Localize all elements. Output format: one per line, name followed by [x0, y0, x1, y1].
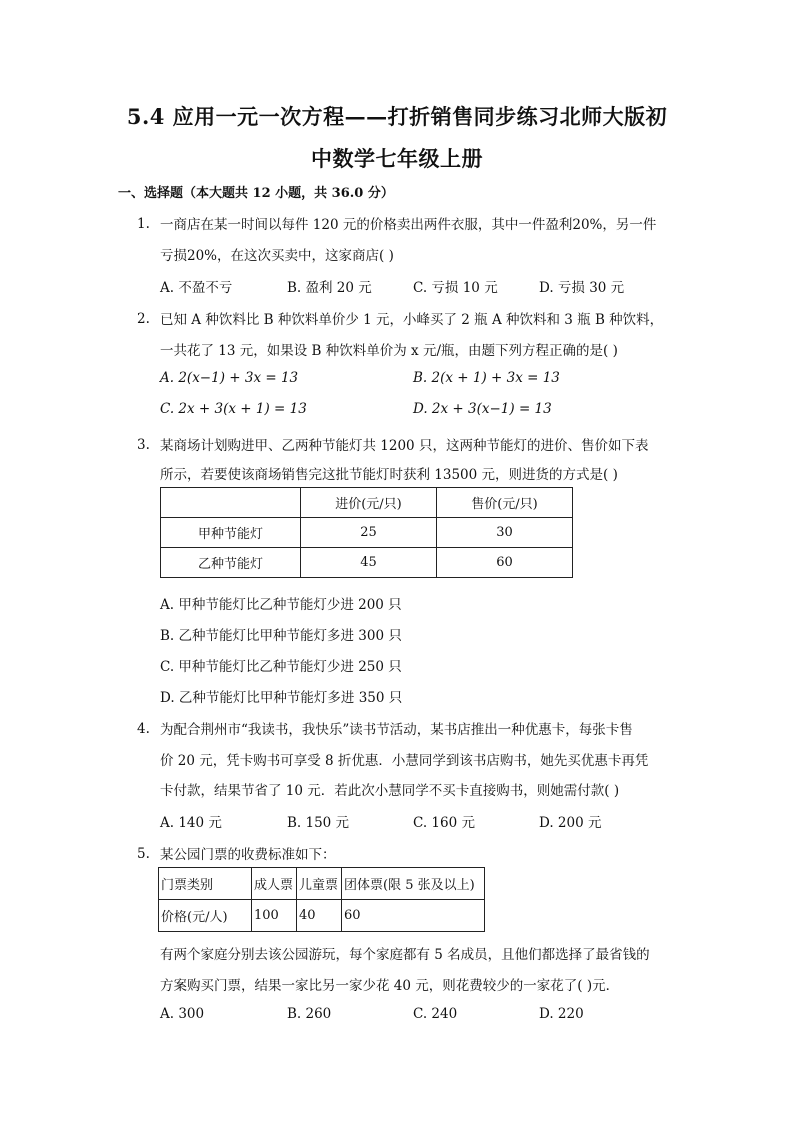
question-number: 2. [137, 311, 150, 327]
option-c: C. 甲种节能灯比乙种节能灯少进 250 只 [160, 659, 402, 675]
table-cell: 乙种节能灯 [161, 548, 301, 578]
option-c: C. 240 [413, 1006, 458, 1022]
table-row [159, 900, 485, 932]
table-cell: 40 [297, 900, 342, 932]
table-cell: 甲种节能灯 [161, 518, 301, 548]
table-cell: 100 [252, 900, 297, 932]
price-table [160, 487, 573, 578]
question-text: 价 20 元，凭卡购书可享受 8 折优惠．小慧同学到该书店购书，她先买优惠卡再凭 [160, 753, 649, 769]
section-header: 一、选择题（本大题共 12 小题，共 36.0 分） [118, 186, 394, 201]
table-cell [161, 488, 301, 518]
question-text: 一商店在某一时间以每件 120 元的价格卖出两件衣服，其中一件盈利20%，另一件 [160, 217, 657, 233]
table-cell: 进价(元/只) [301, 488, 437, 518]
table-cell: 25 [301, 518, 437, 548]
table-cell: 儿童票 [297, 868, 342, 900]
question-text: 所示，若要使该商场销售完这批节能灯时获利 13500 元，则进货的方式是( ) [160, 467, 618, 483]
option-b: B. 盈利 20 元 [287, 280, 372, 296]
question-text: 某公园门票的收费标准如下： [160, 847, 336, 863]
option-c: C. 2x + 3(x + 1) = 13 [160, 401, 307, 417]
table-cell: 30 [437, 518, 573, 548]
question-text: 一共花了 13 元，如果设 B 种饮料单价为 x 元/瓶，由题下列方程正确的是( ) [160, 343, 618, 359]
option-b: B. 260 [287, 1006, 332, 1022]
option-d: D. 亏损 30 元 [539, 280, 625, 296]
question-text: 方案购买门票，结果一家比另一家少花 40 元，则花费较少的一家花了( )元． [160, 978, 620, 994]
table-cell: 团体票(限 5 张及以上) [342, 868, 485, 900]
table-cell: 价格(元/人) [159, 900, 252, 932]
question-number: 5. [137, 846, 150, 862]
question-text: 亏损20%，在这次买卖中，这家商店( ) [160, 248, 394, 264]
table-row [161, 548, 573, 578]
question-text: 为配合荆州市“我读书，我快乐”读书节活动，某书店推出一种优惠卡，每张卡售 [160, 722, 633, 738]
question-text: 有两个家庭分别去该公园游玩，每个家庭都有 5 名成员，且他们都选择了最省钱的 [160, 947, 650, 963]
option-a: A. 2(x−1) + 3x = 13 [160, 370, 299, 386]
table-cell: 成人票 [252, 868, 297, 900]
option-a: A. 140 元 [160, 815, 222, 831]
table-cell: 60 [342, 900, 485, 932]
option-d: D. 乙种节能灯比甲种节能灯多进 350 只 [160, 690, 403, 706]
ticket-price-table [158, 867, 485, 932]
question-text: 卡付款，结果节省了 10 元．若此次小慧同学不买卡直接购书，则她需付款( ) [160, 783, 620, 799]
option-a: A. 甲种节能灯比乙种节能灯少进 200 只 [160, 597, 402, 613]
table-cell: 售价(元/只) [437, 488, 573, 518]
question-number: 4. [137, 721, 150, 737]
table-cell: 45 [301, 548, 437, 578]
option-c: C. 亏损 10 元 [413, 280, 498, 296]
option-c: C. 160 元 [413, 815, 475, 831]
question-number: 1. [137, 216, 150, 232]
table-cell: 60 [437, 548, 573, 578]
document-title-line-2: 中数学七年级上册 [311, 146, 483, 171]
question-text: 某商场计划购进甲、乙两种节能灯共 1200 只，这两种节能灯的进价、售价如下表 [160, 438, 649, 454]
question-number: 3. [137, 437, 150, 453]
option-a: A. 不盈不亏 [160, 280, 233, 296]
option-b: B. 150 元 [287, 815, 350, 831]
table-header-row [159, 868, 485, 900]
table-row [161, 518, 573, 548]
option-d: D. 2x + 3(x−1) = 13 [413, 401, 552, 417]
option-b: B. 2(x + 1) + 3x = 13 [413, 370, 560, 386]
option-a: A. 300 [160, 1006, 205, 1022]
question-text: 已知 A 种饮料比 B 种饮料单价少 1 元，小峰买了 2 瓶 A 种饮料和 3 瓶 B 种饮料， [160, 312, 664, 328]
option-d: D. 220 [539, 1006, 584, 1022]
option-d: D. 200 元 [539, 815, 602, 831]
table-cell: 门票类别 [159, 868, 252, 900]
option-b: B. 乙种节能灯比甲种节能灯多进 300 只 [160, 628, 402, 644]
table-header-row [161, 488, 573, 518]
document-title-line-1: 5.4 应用一元一次方程——打折销售同步练习北师大版初 [126, 104, 668, 129]
